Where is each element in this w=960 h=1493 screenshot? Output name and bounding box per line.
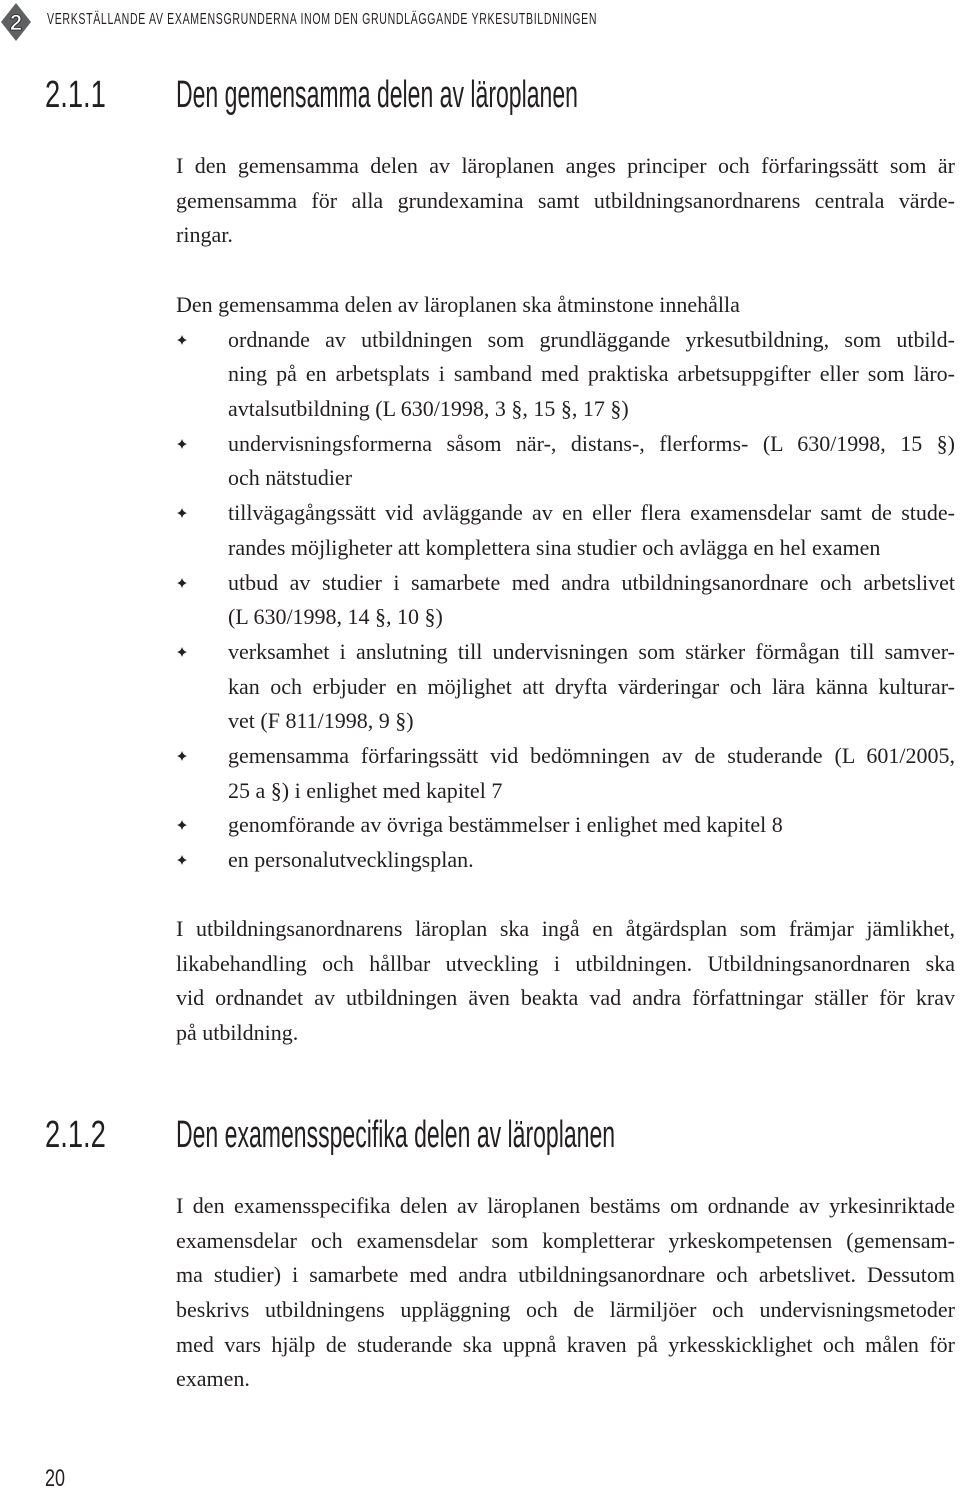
list-item bbox=[176, 323, 955, 427]
diamond-bullet-icon bbox=[177, 647, 187, 657]
list-item bbox=[176, 427, 955, 496]
list-item bbox=[176, 496, 955, 565]
list-lead: Den gemensamma delen av läroplanen ska åtminstone innehålla bbox=[176, 292, 740, 317]
section-title: Den examensspecifika delen av läroplanen bbox=[176, 1114, 616, 1156]
paragraph-line: I den examensspecifika delen av läroplanen bestäms om ordnande av yrkesinriktade bbox=[176, 1193, 955, 1218]
paragraph-line: beskrivs utbildningens uppläggning och de lärmiljöer och undervisningsmetoder bbox=[176, 1297, 955, 1323]
list-item bbox=[176, 843, 955, 878]
running-header-title: VERKSTÄLLANDE AV EXAMENSGRUNDERNA INOM DEN GRUNDLÄGGANDE YRKESUTBILDNINGEN bbox=[47, 11, 598, 28]
list-item bbox=[176, 635, 955, 739]
paragraph-line: examensdelar och examensdelar som kompletterar yrkeskompetensen (gemensam- bbox=[176, 1227, 955, 1253]
list-item-line: kan och erbjuder en möjlighet att dryfta värderingar och lära känna kulturar- bbox=[228, 673, 955, 699]
paragraph-line: gemensamma för alla grundexamina samt utbildningsanordnarens centrala värde- bbox=[176, 187, 955, 213]
list-item-text bbox=[228, 566, 955, 635]
section-number: 2.1.2 bbox=[45, 1114, 106, 1156]
section-number: 2.1.1 bbox=[45, 74, 106, 116]
page-number: 20 bbox=[45, 1465, 66, 1492]
list-item-line: verksamhet i anslutning till undervisningen som stärker förmågan till samver- bbox=[228, 638, 955, 664]
paragraph-line: I den gemensamma delen av läroplanen anges principer och förfaringssätt som är bbox=[176, 153, 955, 178]
list-item-line: ordnande av utbildningen som grundläggande yrkesutbildning, som utbild- bbox=[228, 326, 955, 352]
list-item-text bbox=[228, 843, 955, 878]
paragraph-line: ringar. bbox=[176, 222, 233, 248]
list-item-line: randes möjligheter att komplettera sina studier och avlägga en hel examen bbox=[228, 534, 881, 560]
diamond-bullet-icon bbox=[177, 335, 187, 345]
list-item-line: tillvägagångssätt vid avläggande av en eller flera examensdelar samt de stude- bbox=[228, 500, 955, 526]
section-title: Den gemensamma delen av läroplanen bbox=[176, 74, 578, 116]
diamond-bullet-icon bbox=[177, 855, 187, 865]
diamond-bullet-icon bbox=[177, 578, 187, 588]
list-item bbox=[176, 808, 955, 843]
diamond-bullet-icon bbox=[177, 508, 187, 518]
requirements-section bbox=[176, 288, 955, 878]
list-item-line: vet (F 811/1998, 9 §) bbox=[228, 708, 414, 734]
paragraph-line: med vars hjälp de studerande ska uppnå kraven på yrkesskicklighet och målen för bbox=[176, 1331, 955, 1357]
diamond-bullet-icon bbox=[177, 820, 187, 830]
list-item-line: 25 a §) i enlighet med kapitel 7 bbox=[228, 777, 503, 803]
intro-paragraph bbox=[176, 149, 955, 253]
list-item-text bbox=[228, 635, 955, 739]
list-item-text bbox=[228, 739, 955, 808]
list-item-line: ning på en arbetsplats i samband med praktiska arbetsuppgifter eller som läro- bbox=[228, 361, 955, 387]
list-item-line: en personalutvecklingsplan. bbox=[228, 847, 474, 872]
paragraph-line: på utbildning. bbox=[176, 1020, 299, 1046]
list-item-text bbox=[228, 427, 955, 496]
diamond-bullet-icon bbox=[177, 751, 187, 761]
paragraph-line: likabehandling och hållbar utveckling i utbildningen. Utbildningsanordnaren ska bbox=[176, 950, 955, 976]
list-item-text bbox=[228, 496, 955, 565]
list-item bbox=[176, 739, 955, 808]
list-item-line: gemensamma förfaringssätt vid bedömningen av de studerande (L 601/2005, bbox=[228, 742, 955, 768]
bullet-list bbox=[176, 323, 955, 878]
list-item-line: (L 630/1998, 14 §, 10 §) bbox=[228, 604, 443, 630]
chapter-badge-icon bbox=[0, 2, 32, 42]
list-item-line: undervisningsformerna såsom när-, distans-, flerforms- (L 630/1998, 15 §) bbox=[228, 430, 955, 456]
closing-paragraph bbox=[176, 912, 955, 1051]
paragraph-line: examen. bbox=[176, 1366, 250, 1392]
paragraph-line: I utbildningsanordnarens läroplan ska ingå en åtgärdsplan som främjar jämlikhet, bbox=[176, 916, 955, 941]
body-paragraph bbox=[176, 1189, 955, 1397]
list-item-text bbox=[228, 323, 955, 427]
paragraph-line: ma studier) i samarbete med andra utbildningsanordnare och arbetslivet. Dessutom bbox=[176, 1262, 955, 1288]
list-item-text bbox=[228, 808, 955, 843]
list-item-line: avtalsutbildning (L 630/1998, 3 §, 15 §, 17 §) bbox=[228, 396, 629, 422]
list-item-line: genomförande av övriga bestämmelser i enlighet med kapitel 8 bbox=[228, 812, 783, 838]
list-item-line: utbud av studier i samarbete med andra utbildningsanordnare och arbetslivet bbox=[228, 569, 955, 595]
list-item-line: och nätstudier bbox=[228, 465, 353, 491]
paragraph-line: vid ordnandet av utbildningen även beakta vad andra författningar ställer för krav bbox=[176, 985, 955, 1011]
chapter-badge-number: 2 bbox=[9, 10, 23, 35]
list-item bbox=[176, 566, 955, 635]
diamond-bullet-icon bbox=[177, 439, 187, 449]
